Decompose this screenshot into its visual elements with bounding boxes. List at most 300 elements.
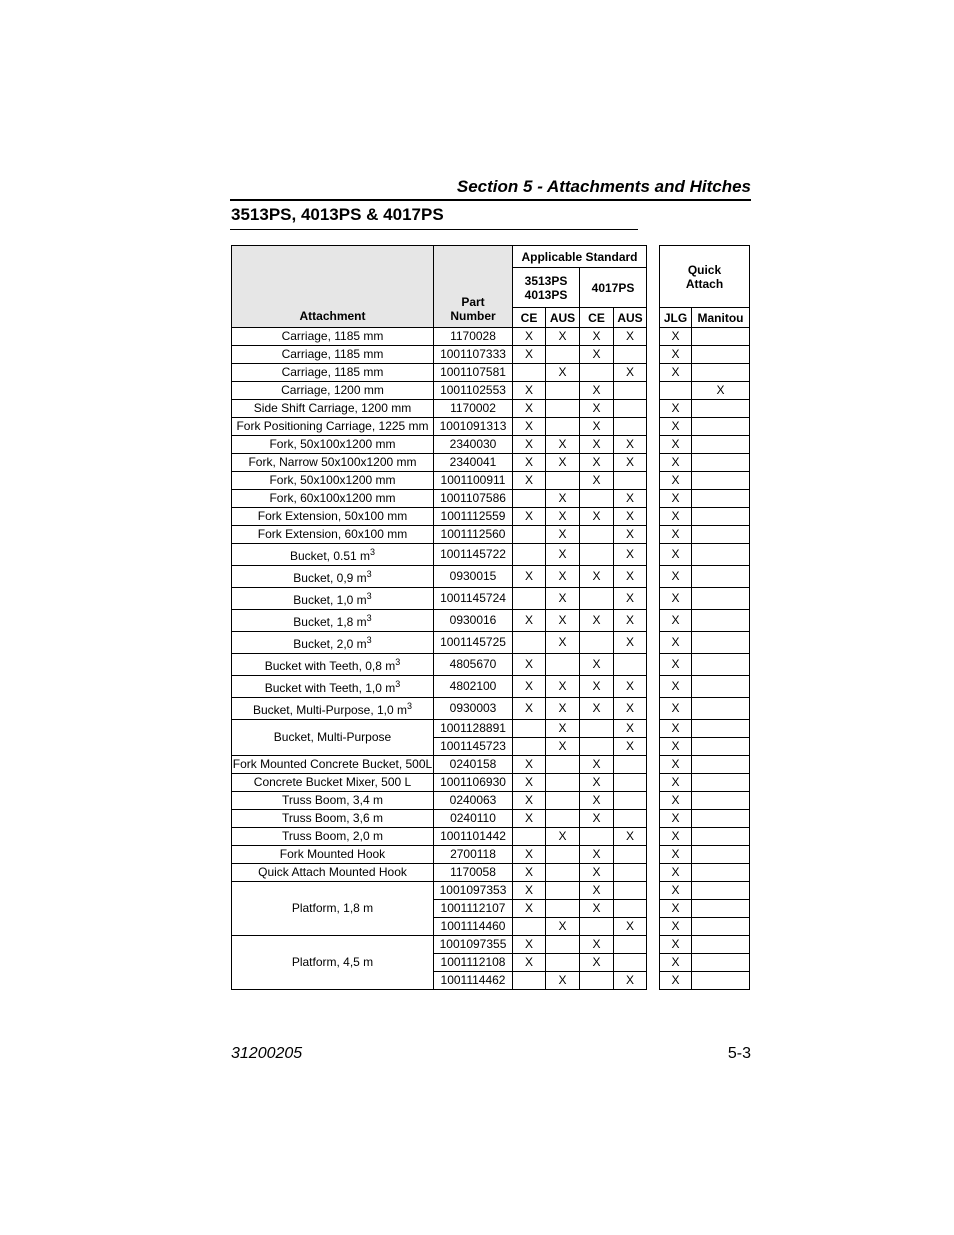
part-number-cell: 1001114460 — [434, 918, 513, 936]
jlg-cell: X — [660, 544, 692, 566]
aus-3513-4013-cell — [546, 810, 580, 828]
manitou-cell — [692, 526, 750, 544]
manitou-cell — [692, 936, 750, 954]
attachment-name: Platform, 1,8 m — [291, 901, 374, 915]
ce-4017-cell: X — [580, 810, 614, 828]
aus-3513-4013-cell: X — [546, 676, 580, 698]
part-number-cell: 1001112559 — [434, 508, 513, 526]
aus-3513-4013-cell: X — [546, 526, 580, 544]
attachment-name: Fork, 50x100x1200 mm — [269, 437, 396, 451]
manitou-cell — [692, 720, 750, 738]
aus-3513-4013-cell: X — [546, 588, 580, 610]
manitou-cell — [692, 472, 750, 490]
ce-3513-4013-cell: X — [513, 864, 546, 882]
table-row — [232, 828, 750, 846]
aus-4017-cell — [614, 810, 647, 828]
attachment-name: Fork Mounted Concrete Bucket, 500L — [232, 757, 433, 771]
attachment-name: Platform, 4,5 m — [291, 955, 374, 969]
manitou-cell — [692, 436, 750, 454]
attachment-cell — [232, 454, 434, 472]
jlg-cell: X — [660, 810, 692, 828]
part-number-cell: 1001107586 — [434, 490, 513, 508]
ce-3513-4013-cell: X — [513, 382, 546, 400]
attachment-name: Bucket, 2,0 m — [293, 637, 367, 651]
column-gap — [647, 738, 660, 756]
aus-3513-4013-cell: X — [546, 508, 580, 526]
column-gap — [647, 846, 660, 864]
part-number-cell: 0930016 — [434, 610, 513, 632]
jlg-cell: X — [660, 792, 692, 810]
jlg-cell: X — [660, 972, 692, 990]
attachments-table — [231, 245, 750, 990]
attachment-name: Fork, 60x100x1200 mm — [269, 491, 396, 505]
ce-4017-cell — [580, 918, 614, 936]
ce-4017-cell: X — [580, 846, 614, 864]
unit-superscript: 3 — [395, 679, 401, 689]
jlg-cell: X — [660, 346, 692, 364]
column-gap — [647, 864, 660, 882]
attachment-cell — [232, 882, 434, 936]
aus-3513-4013-cell — [546, 774, 580, 792]
aus-4017-cell — [614, 654, 647, 676]
ce-3513-4013-cell — [513, 490, 546, 508]
aus-4017-cell: X — [614, 918, 647, 936]
ce-4017-cell: X — [580, 610, 614, 632]
aus-4017-cell — [614, 936, 647, 954]
ce-3513-4013-cell: X — [513, 610, 546, 632]
ce-4017-cell: X — [580, 508, 614, 526]
jlg-cell: X — [660, 526, 692, 544]
part-number-header: Part Number — [434, 246, 513, 328]
column-gap — [647, 364, 660, 382]
ce-3513-4013-cell: X — [513, 472, 546, 490]
aus-4017-cell: X — [614, 720, 647, 738]
jlg-cell: X — [660, 900, 692, 918]
jlg-cell: X — [660, 472, 692, 490]
ce-3513-4013-cell — [513, 828, 546, 846]
manitou-cell — [692, 954, 750, 972]
column-gap — [647, 632, 660, 654]
ce-3513-4013-cell — [513, 526, 546, 544]
aus-4017-cell: X — [614, 632, 647, 654]
manitou-cell — [692, 610, 750, 632]
attachment-cell — [232, 846, 434, 864]
manitou-cell — [692, 454, 750, 472]
ce-3513-4013-cell: X — [513, 846, 546, 864]
attachment-name: Fork, 50x100x1200 mm — [269, 473, 396, 487]
attachment-cell — [232, 588, 434, 610]
part-number-cell: 1001145725 — [434, 632, 513, 654]
part-number-cell: 1001145722 — [434, 544, 513, 566]
manitou-cell — [692, 756, 750, 774]
part-number-cell: 1001114462 — [434, 972, 513, 990]
jlg-cell: X — [660, 654, 692, 676]
table-row — [232, 472, 750, 490]
manitou-cell — [692, 346, 750, 364]
ce-4017-cell: X — [580, 654, 614, 676]
part-number-cell: 1001091313 — [434, 418, 513, 436]
attachment-name: Fork Extension, 60x100 mm — [257, 527, 408, 541]
ce-4017-cell: X — [580, 454, 614, 472]
ce-3513-4013-cell: X — [513, 676, 546, 698]
jlg-cell: X — [660, 436, 692, 454]
aus-4017-cell — [614, 400, 647, 418]
aus-3513-4013-cell — [546, 954, 580, 972]
jlg-cell: X — [660, 508, 692, 526]
manitou-cell — [692, 882, 750, 900]
attachment-cell — [232, 864, 434, 882]
manitou-cell — [692, 328, 750, 346]
part-number-cell: 0930003 — [434, 698, 513, 720]
manitou-cell — [692, 364, 750, 382]
jlg-cell: X — [660, 698, 692, 720]
manitou-cell — [692, 654, 750, 676]
unit-superscript: 3 — [366, 635, 372, 645]
table-row — [232, 508, 750, 526]
attachment-cell — [232, 544, 434, 566]
aus-4017-cell: X — [614, 364, 647, 382]
aus-3513-4013-cell — [546, 882, 580, 900]
attachment-cell — [232, 792, 434, 810]
attachment-name: Bucket with Teeth, 0,8 m — [264, 659, 396, 673]
column-gap — [647, 566, 660, 588]
aus-4017-cell: X — [614, 490, 647, 508]
aus-4017-cell — [614, 864, 647, 882]
ce-4017-cell — [580, 632, 614, 654]
aus-4017-cell — [614, 382, 647, 400]
jlg-cell: X — [660, 328, 692, 346]
ce-3513-4013-cell: X — [513, 810, 546, 828]
aus-3513-4013-cell: X — [546, 720, 580, 738]
jlg-cell: X — [660, 364, 692, 382]
attachment-name: Truss Boom, 2,0 m — [282, 829, 383, 843]
table-row — [232, 418, 750, 436]
column-gap — [647, 676, 660, 698]
attachment-cell — [232, 720, 434, 756]
manitou-cell — [692, 846, 750, 864]
aus-3513-4013-cell: X — [546, 566, 580, 588]
attachment-name: Concrete Bucket Mixer, 500 L — [253, 775, 412, 789]
ce-header: CE — [580, 308, 614, 328]
column-gap — [647, 454, 660, 472]
column-gap — [647, 954, 660, 972]
aus-3513-4013-cell: X — [546, 490, 580, 508]
column-gap — [647, 544, 660, 566]
aus-3513-4013-cell — [546, 382, 580, 400]
jlg-cell: X — [660, 882, 692, 900]
ce-4017-cell: X — [580, 328, 614, 346]
ce-3513-4013-cell: X — [513, 418, 546, 436]
ce-3513-4013-cell — [513, 720, 546, 738]
attachment-name: Bucket with Teeth, 1,0 m — [264, 681, 396, 695]
table-row — [232, 566, 750, 588]
column-gap — [647, 882, 660, 900]
part-number-cell: 1001145724 — [434, 588, 513, 610]
column-gap — [647, 792, 660, 810]
aus-3513-4013-cell — [546, 346, 580, 364]
ce-3513-4013-cell: X — [513, 400, 546, 418]
table-row — [232, 882, 750, 900]
unit-superscript: 3 — [366, 569, 372, 579]
attachment-name: Bucket, 1,8 m — [293, 615, 367, 629]
part-number-cell: 4805670 — [434, 654, 513, 676]
attachment-name: Carriage, 1185 mm — [281, 329, 384, 343]
manitou-cell — [692, 698, 750, 720]
attachment-name: Truss Boom, 3,6 m — [282, 811, 383, 825]
unit-superscript: 3 — [395, 657, 401, 667]
ce-3513-4013-cell: X — [513, 774, 546, 792]
column-gap — [647, 328, 660, 346]
unit-superscript: 3 — [407, 701, 413, 711]
attachment-cell — [232, 654, 434, 676]
table-row — [232, 490, 750, 508]
ce-4017-cell — [580, 526, 614, 544]
table-row — [232, 810, 750, 828]
column-gap — [647, 610, 660, 632]
ce-4017-cell — [580, 544, 614, 566]
aus-3513-4013-cell: X — [546, 454, 580, 472]
unit-superscript: 3 — [366, 613, 372, 623]
aus-4017-cell: X — [614, 972, 647, 990]
attachment-cell — [232, 490, 434, 508]
part-number-cell: 0240110 — [434, 810, 513, 828]
manitou-cell — [692, 418, 750, 436]
manitou-cell — [692, 774, 750, 792]
jlg-cell: X — [660, 936, 692, 954]
part-number-cell: 2700118 — [434, 846, 513, 864]
ce-4017-cell: X — [580, 864, 614, 882]
ce-3513-4013-cell: X — [513, 436, 546, 454]
attachment-cell — [232, 400, 434, 418]
table-row — [232, 774, 750, 792]
column-gap — [647, 972, 660, 990]
page-number: 5-3 — [727, 1045, 751, 1062]
manitou-cell: X — [692, 382, 750, 400]
aus-3513-4013-cell: X — [546, 610, 580, 632]
ce-3513-4013-cell: X — [513, 882, 546, 900]
part-number-cell: 1001106930 — [434, 774, 513, 792]
aus-4017-cell — [614, 774, 647, 792]
aus-4017-cell: X — [614, 588, 647, 610]
ce-4017-cell: X — [580, 936, 614, 954]
attachment-name: Side Shift Carriage, 1200 mm — [253, 401, 412, 415]
table-row — [232, 864, 750, 882]
ce-4017-cell — [580, 720, 614, 738]
aus-4017-cell: X — [614, 566, 647, 588]
ce-4017-cell: X — [580, 756, 614, 774]
column-gap — [647, 588, 660, 610]
ce-3513-4013-cell — [513, 632, 546, 654]
ce-4017-cell: X — [580, 954, 614, 972]
jlg-cell: X — [660, 954, 692, 972]
column-gap — [647, 508, 660, 526]
part-number-cell: 2340041 — [434, 454, 513, 472]
jlg-cell: X — [660, 418, 692, 436]
aus-4017-cell: X — [614, 328, 647, 346]
attachment-name: Fork Positioning Carriage, 1225 mm — [236, 419, 429, 433]
ce-3513-4013-cell: X — [513, 328, 546, 346]
column-gap — [647, 400, 660, 418]
ce-3513-4013-cell: X — [513, 936, 546, 954]
table-row — [232, 328, 750, 346]
jlg-cell: X — [660, 676, 692, 698]
ce-3513-4013-cell: X — [513, 900, 546, 918]
attachment-name: Truss Boom, 3,4 m — [282, 793, 383, 807]
ce-header: CE — [513, 308, 546, 328]
ce-4017-cell: X — [580, 566, 614, 588]
part-number-cell: 1170058 — [434, 864, 513, 882]
manitou-cell — [692, 566, 750, 588]
table-row — [232, 588, 750, 610]
ce-3513-4013-cell — [513, 364, 546, 382]
manitou-cell — [692, 676, 750, 698]
ce-3513-4013-cell: X — [513, 346, 546, 364]
attachments-table-body — [232, 328, 750, 990]
aus-4017-cell — [614, 756, 647, 774]
part-number-cell: 1001112107 — [434, 900, 513, 918]
attachment-cell — [232, 698, 434, 720]
column-gap — [647, 900, 660, 918]
jlg-cell: X — [660, 566, 692, 588]
part-number-cell: 1001107581 — [434, 364, 513, 382]
column-gap — [647, 346, 660, 364]
column-gap — [647, 654, 660, 676]
section-divider — [230, 199, 751, 201]
document-number: 31200205 — [231, 1045, 303, 1062]
table-row — [232, 544, 750, 566]
aus-3513-4013-cell — [546, 400, 580, 418]
table-row — [232, 654, 750, 676]
part-number-cell: 4802100 — [434, 676, 513, 698]
attachment-cell — [232, 328, 434, 346]
ce-4017-cell: X — [580, 382, 614, 400]
ce-3513-4013-cell: X — [513, 954, 546, 972]
attachment-name: Bucket, 0,9 m — [293, 571, 367, 585]
jlg-cell — [660, 382, 692, 400]
part-number-cell: 0240158 — [434, 756, 513, 774]
attachment-name: Carriage, 1200 mm — [281, 383, 384, 397]
jlg-cell: X — [660, 490, 692, 508]
attachment-cell — [232, 676, 434, 698]
attachment-cell — [232, 756, 434, 774]
manitou-cell — [692, 810, 750, 828]
part-number-cell: 1001102553 — [434, 382, 513, 400]
part-number-cell: 1001097353 — [434, 882, 513, 900]
manitou-cell — [692, 544, 750, 566]
ce-4017-cell: X — [580, 676, 614, 698]
aus-3513-4013-cell: X — [546, 828, 580, 846]
column-gap — [647, 698, 660, 720]
model-title-underline — [230, 229, 638, 230]
column-gap — [647, 490, 660, 508]
attachment-cell — [232, 632, 434, 654]
manitou-cell — [692, 918, 750, 936]
ce-4017-cell: X — [580, 900, 614, 918]
aus-4017-cell — [614, 346, 647, 364]
ce-4017-cell: X — [580, 436, 614, 454]
aus-4017-cell: X — [614, 610, 647, 632]
column-gap — [647, 936, 660, 954]
ce-4017-cell: X — [580, 472, 614, 490]
ce-4017-cell: X — [580, 346, 614, 364]
aus-3513-4013-cell — [546, 654, 580, 676]
ce-4017-cell: X — [580, 774, 614, 792]
aus-4017-cell — [614, 792, 647, 810]
table-row — [232, 610, 750, 632]
attachment-cell — [232, 610, 434, 632]
attachment-cell — [232, 382, 434, 400]
attachment-cell — [232, 774, 434, 792]
aus-3513-4013-cell: X — [546, 918, 580, 936]
aus-4017-cell: X — [614, 526, 647, 544]
ce-3513-4013-cell — [513, 544, 546, 566]
aus-4017-cell — [614, 472, 647, 490]
column-gap — [647, 774, 660, 792]
jlg-cell: X — [660, 610, 692, 632]
attachment-name: Fork Extension, 50x100 mm — [257, 509, 408, 523]
table-row — [232, 436, 750, 454]
ce-4017-cell — [580, 588, 614, 610]
aus-3513-4013-cell: X — [546, 364, 580, 382]
ce-3513-4013-cell — [513, 918, 546, 936]
attachment-name: Fork, Narrow 50x100x1200 mm — [248, 455, 417, 469]
unit-superscript: 3 — [366, 591, 372, 601]
attachment-name: Bucket, Multi-Purpose, 1,0 m — [252, 703, 408, 717]
attachment-name: Bucket, 1,0 m — [293, 593, 367, 607]
ce-3513-4013-cell: X — [513, 566, 546, 588]
attachment-cell — [232, 418, 434, 436]
aus-3513-4013-cell — [546, 936, 580, 954]
aus-3513-4013-cell: X — [546, 436, 580, 454]
quick-attach-header: Quick Attach — [660, 246, 750, 308]
aus-4017-cell: X — [614, 544, 647, 566]
manitou-cell — [692, 508, 750, 526]
attachment-name: Carriage, 1185 mm — [281, 347, 384, 361]
column-gap — [647, 918, 660, 936]
ce-4017-cell: X — [580, 400, 614, 418]
attachment-name: Bucket, Multi-Purpose — [273, 730, 392, 744]
attachment-cell — [232, 472, 434, 490]
jlg-cell: X — [660, 454, 692, 472]
part-number-cell: 0240063 — [434, 792, 513, 810]
ce-4017-cell — [580, 364, 614, 382]
table-row — [232, 936, 750, 954]
part-number-cell: 1001097355 — [434, 936, 513, 954]
manitou-cell — [692, 738, 750, 756]
jlg-header: JLG — [660, 308, 692, 328]
part-number-cell: 0930015 — [434, 566, 513, 588]
attachment-cell — [232, 526, 434, 544]
ce-3513-4013-cell — [513, 972, 546, 990]
manitou-cell — [692, 972, 750, 990]
jlg-cell: X — [660, 828, 692, 846]
manitou-cell — [692, 792, 750, 810]
ce-4017-cell — [580, 972, 614, 990]
manitou-cell — [692, 864, 750, 882]
ce-3513-4013-cell: X — [513, 454, 546, 472]
jlg-cell: X — [660, 632, 692, 654]
part-number-cell: 1001112108 — [434, 954, 513, 972]
ce-3513-4013-cell: X — [513, 756, 546, 774]
aus-3513-4013-cell — [546, 472, 580, 490]
manitou-header: Manitou — [692, 308, 750, 328]
jlg-cell: X — [660, 756, 692, 774]
part-number-cell: 1001101442 — [434, 828, 513, 846]
manitou-cell — [692, 900, 750, 918]
aus-4017-cell: X — [614, 738, 647, 756]
ce-4017-cell: X — [580, 418, 614, 436]
part-number-cell: 2340030 — [434, 436, 513, 454]
